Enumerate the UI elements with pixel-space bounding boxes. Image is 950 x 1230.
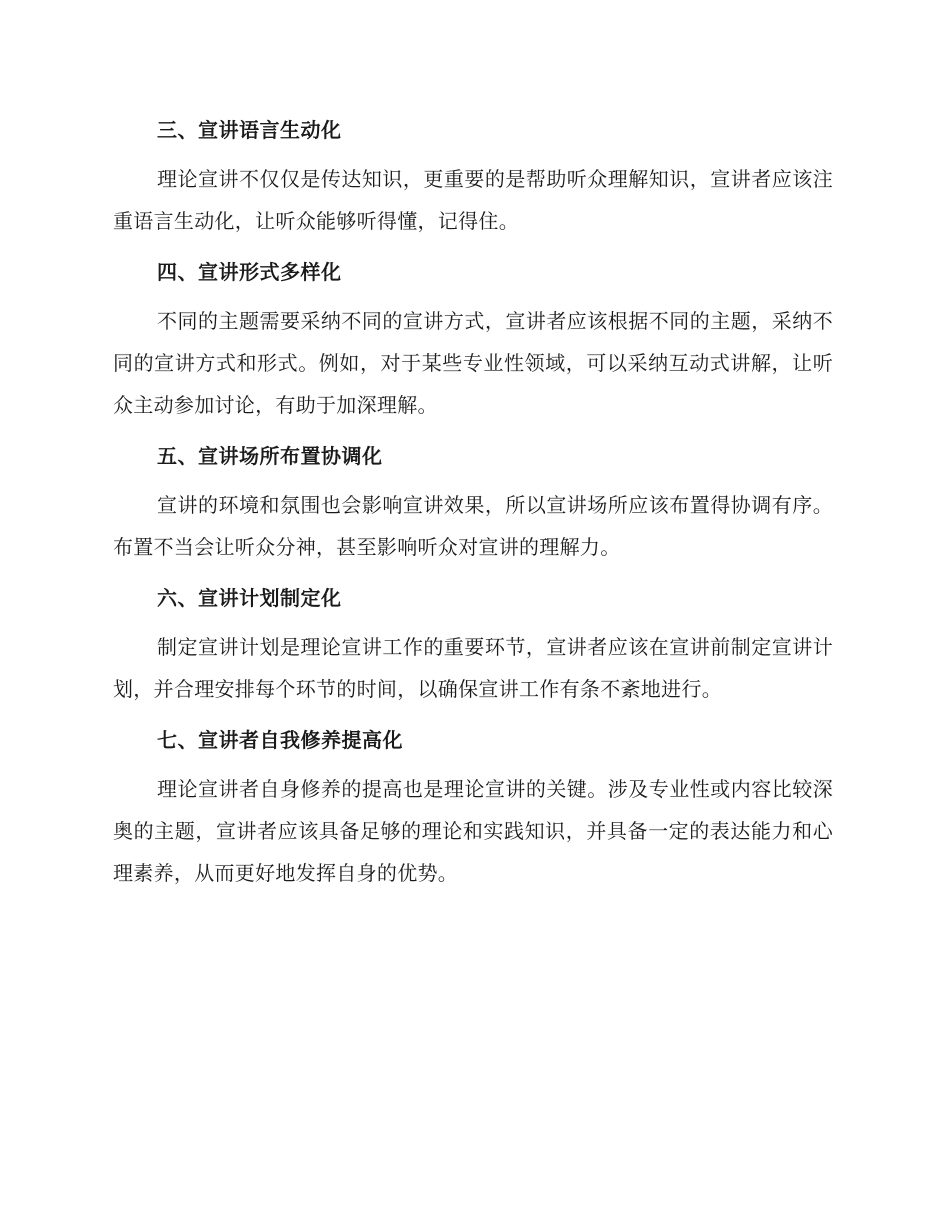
section-heading-5: 五、宣讲场所布置协调化 xyxy=(157,444,383,468)
section-body-7: 理论宣讲者自身修养的提高也是理论宣讲的关键。涉及专业性或内容比较深奥的主题，宣讲者应该具备足够的理论和实践知识，并具备一定的表达能力和心理素养，从而更好地发挥自身的优势。 xyxy=(113,777,833,885)
document-content xyxy=(113,112,833,906)
section-heading-4: 四、宣讲形式多样化 xyxy=(157,260,342,284)
section-heading-6: 六、宣讲计划制定化 xyxy=(157,586,342,610)
section-heading-3: 三、宣讲语言生动化 xyxy=(157,118,342,142)
section-heading-7: 七、宣讲者自我修养提高化 xyxy=(157,728,403,752)
section-body-5: 宣讲的环境和氛围也会影响宣讲效果，所以宣讲场所应该布置得协调有序。布置不当会让听众分神，甚至影响听众对宣讲的理解力。 xyxy=(113,493,833,559)
section-body-3: 理论宣讲不仅仅是传达知识，更重要的是帮助听众理解知识，宣讲者应该注重语言生动化，让听众能够听得懂，记得住。 xyxy=(113,167,833,233)
section-body-6: 制定宣讲计划是理论宣讲工作的重要环节，宣讲者应该在宣讲前制定宣讲计划，并合理安排每个环节的时间，以确保宣讲工作有条不紊地进行。 xyxy=(113,635,833,701)
section-body-4: 不同的主题需要采纳不同的宣讲方式，宣讲者应该根据不同的主题，采纳不同的宣讲方式和形式。例如，对于某些专业性领域，可以采纳互动式讲解，让听众主动参加讨论，有助于加深理解。 xyxy=(113,309,833,417)
